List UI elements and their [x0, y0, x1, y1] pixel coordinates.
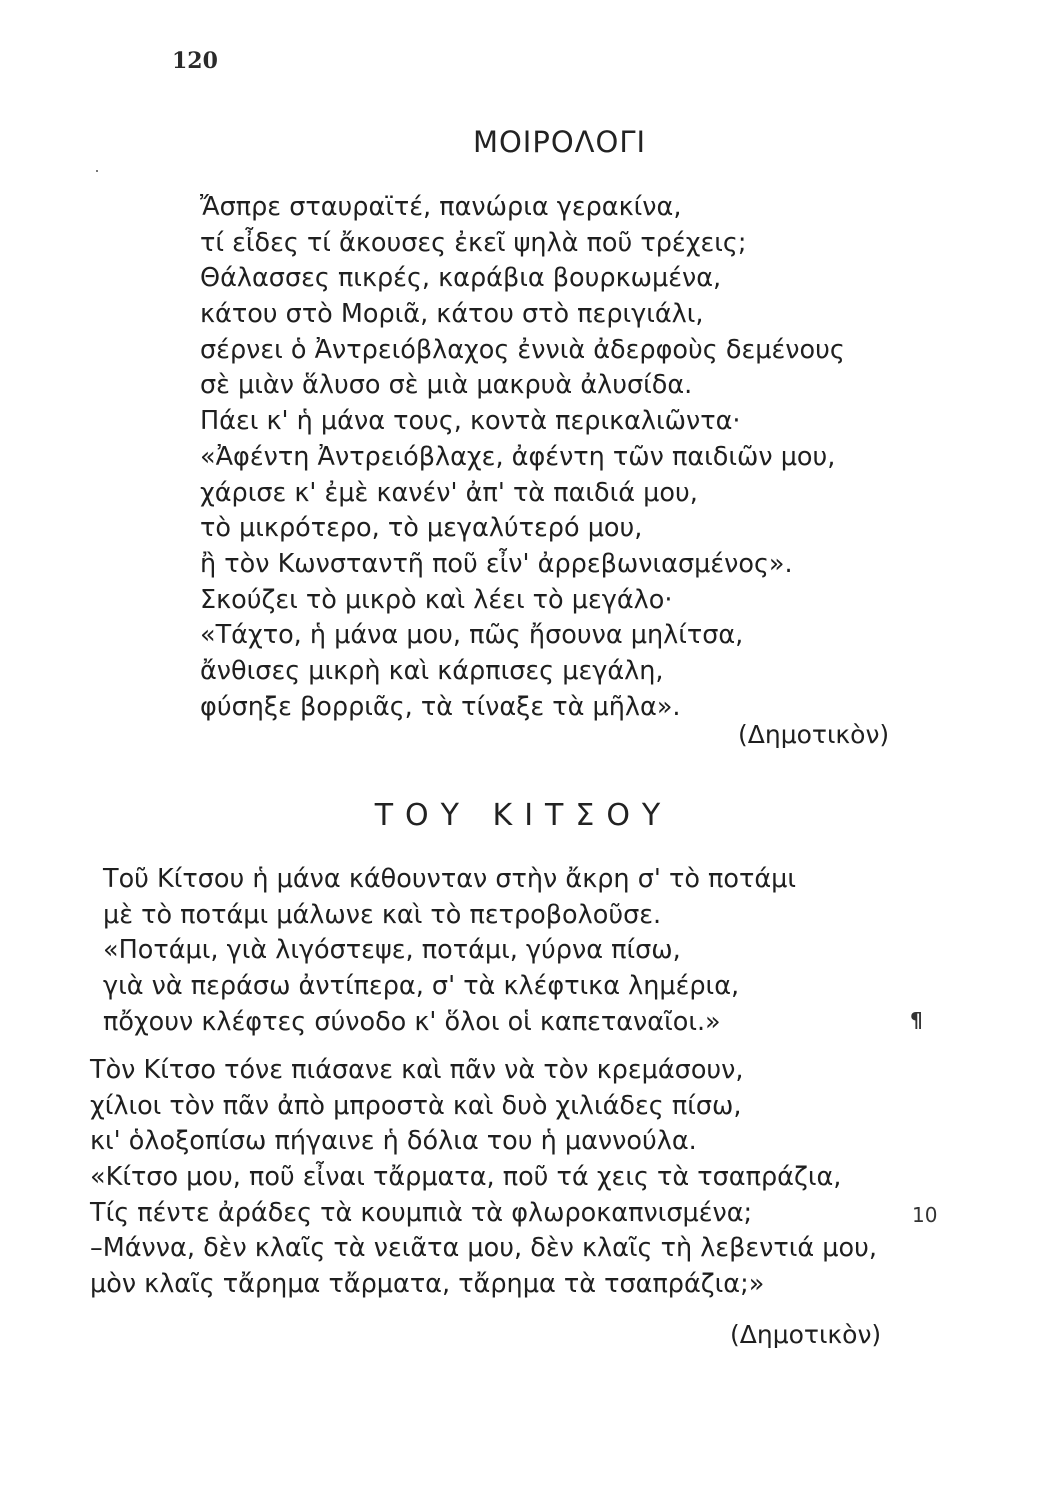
poem-line: Τοῦ Κίτσου ἡ μάνα κάθουνταν στὴν ἄκρη σ' τὸ ποτάμι [103, 864, 796, 894]
margin-mark: ¶ [910, 1008, 923, 1032]
poem-line: Ἄσπρε σταυραϊτέ, πανώρια γερακίνα, [200, 192, 682, 222]
poem-line: φύσηξε βορριᾶς, τὰ τίναξε τὰ μῆλα». [200, 691, 681, 722]
poem-line: «Τάχτο, ἡ μάνα μου, πῶς ἤσουνα μηλίτσα, [200, 620, 744, 651]
poem-moirologi [200, 190, 845, 725]
poem-line: κι' ὁλοξοπίσω πήγαινε ἡ δόλια του ἡ μαννούλα. [90, 1126, 697, 1157]
poem-line: πὄχουν κλέφτες σύνοδο κ' ὅλοι οἱ καπεταναῖοι.» [103, 1006, 721, 1037]
poem-line: «Ἀφέντη Ἀντρειόβλαχε, ἀφέντη τῶν παιδιῶν μου, [200, 441, 836, 472]
poem-line: κάτου στὸ Μοριᾶ, κάτου στὸ περιγιάλι, [200, 299, 704, 330]
poem-line: Τὸν Κίτσο τόνε πιάσανε καὶ πᾶν νὰ τὸν κρεμάσουν, [90, 1055, 744, 1085]
poem-credit-moirologi: (Δημοτικὸν) [738, 720, 890, 749]
page-number: 120 [172, 48, 218, 74]
poem-line: Σκούζει τὸ μικρὸ καὶ λέει τὸ μεγάλο· [200, 584, 673, 615]
poem-line: Θάλασσες πικρές, καράβια βουρκωμένα, [200, 263, 722, 294]
poem-line: «Κίτσο μου, ποῦ εἶναι τἄρματα, ποῦ τά χεις τὰ τσαπράζια, [90, 1162, 842, 1193]
poem-line: Πάει κ' ἡ μάνα τους, κοντὰ περικαλιῶντα· [200, 406, 741, 437]
poem-title-moirologi: ΜΟΙΡΟΛΟΓΙ [472, 125, 647, 159]
poem-kitsou-stanza-1 [103, 862, 796, 1040]
poem-line: γιὰ νὰ περάσω ἀντίπερα, σ' τὰ κλέφτικα λημέρια, [103, 971, 740, 1002]
poem-line: μὲ τὸ ποτάμι μάλωνε καὶ τὸ πετροβολοῦσε. [103, 899, 662, 930]
poem-line: τί εἶδες τί ἄκουσες ἐκεῖ ψηλὰ ποῦ τρέχεις; [200, 227, 747, 258]
poem-line: –Μάννα, δὲν κλαῖς τὰ νειᾶτα μου, δὲν κλαῖς τὴ λεβεντιά μου, [90, 1233, 877, 1264]
margin-line-number: 10 [912, 1203, 938, 1227]
page-dot [96, 170, 98, 172]
poem-line: Τίς πέντε ἀράδες τὰ κουμπιὰ τὰ φλωροκαπνισμένα; [90, 1197, 753, 1228]
poem-line: ἄνθισες μικρὴ καὶ κάρπισες μεγάλη, [200, 655, 664, 686]
poem-line: χάρισε κ' ἐμὲ κανέν' ἀπ' τὰ παιδιά μου, [200, 477, 698, 508]
poem-line: χίλιοι τὸν πᾶν ἀπὸ μπροστὰ καὶ δυὸ χιλιάδες πίσω, [90, 1090, 742, 1121]
poem-line: μὸν κλαῖς τἄρημα τἄρματα, τἄρημα τὰ τσαπράζια;» [90, 1269, 765, 1300]
poem-title-kitsou: ΤΟΥ ΚΙΤΣΟΥ [374, 798, 673, 833]
poem-line: τὸ μικρότερο, τὸ μεγαλύτερό μου, [200, 513, 643, 544]
poem-kitsou-stanza-2 [90, 1053, 877, 1303]
poem-credit-kitsou: (Δημοτικὸν) [730, 1320, 882, 1349]
poem-line: «Ποτάμι, γιὰ λιγόστεψε, ποτάμι, γύρνα πίσω, [103, 935, 681, 966]
poem-line: σὲ μιὰν ἅλυσο σὲ μιὰ μακρυὰ ἀλυσίδα. [200, 370, 693, 401]
poem-line: ἢ τὸν Κωνσταντῆ ποῦ εἶν' ἀρρεβωνιασμένος». [200, 548, 793, 579]
poem-line: σέρνει ὁ Ἀντρειόβλαχος ἐννιὰ ἀδερφοὺς δεμένους [200, 334, 845, 365]
